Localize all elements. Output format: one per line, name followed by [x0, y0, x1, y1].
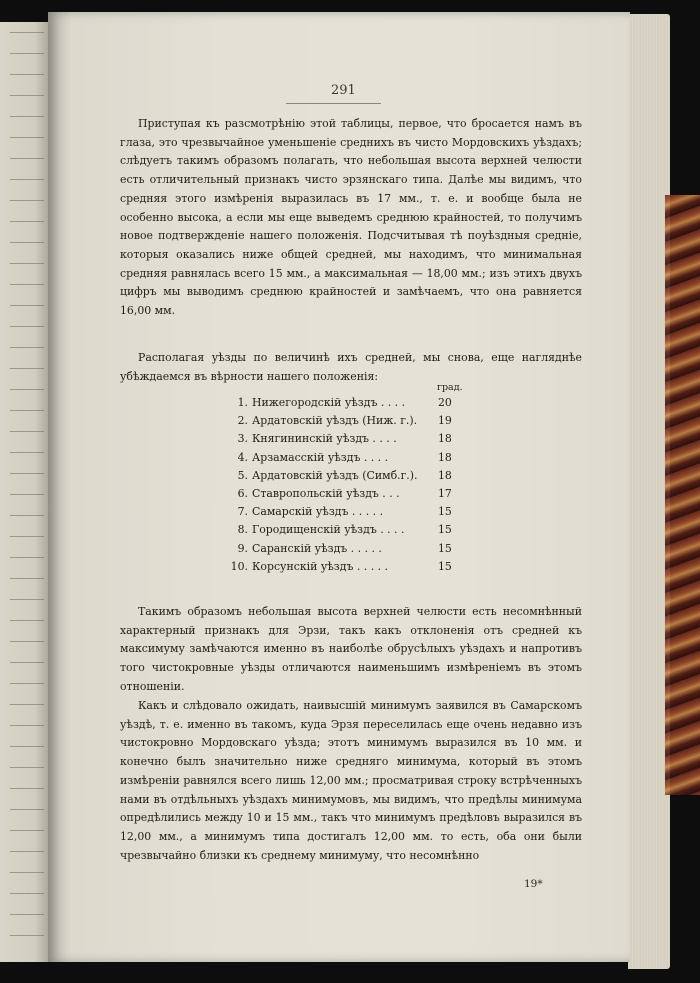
signature-mark: 19* — [524, 878, 543, 890]
left-page-rule — [10, 536, 44, 537]
list-unit: град. — [437, 382, 463, 393]
left-page-rule — [10, 809, 44, 810]
left-page-rule — [10, 221, 44, 222]
left-page-rule — [10, 914, 44, 915]
left-page-rule — [10, 263, 44, 264]
list-item — [222, 542, 462, 560]
left-page-rule — [10, 725, 44, 726]
list-item — [222, 487, 462, 505]
left-page-rule — [10, 599, 44, 600]
left-page-rule — [10, 620, 44, 621]
list-item-number: 8. — [237, 523, 248, 537]
list-item — [222, 432, 462, 450]
left-page-rule — [10, 767, 44, 768]
list-item — [222, 560, 462, 578]
list-item-name: Нижегородскій уѣздъ . . . . — [252, 396, 406, 409]
list-item-number: 4. — [237, 450, 248, 464]
list-item-value: 17 — [438, 487, 452, 500]
page-number-rule — [286, 103, 381, 104]
list-item-name: Арзамасскій уѣздъ . . . . — [252, 450, 389, 464]
book-cover — [665, 195, 700, 795]
list-item-value: 18 — [438, 468, 452, 482]
list-item-number: 10. — [230, 559, 248, 573]
paragraph-1: Приступая къ разсмотрѣнію этой таблицы, первое, что бросается намъ въ глаза, это чрезвычайное уменьшеніе среднихъ въ чисто Мордовскихъ уѣздахъ; слѣдуетъ такимъ образомъ полагать, что небольшая высота верхней челюсти есть отличительный признакъ чисто эрзянскаго типа. Далѣе мы видимъ, что средняя этого измѣренія выразилась въ 17 мм., т. е. и вообще была не особенно высока, а если мы еще выведемъ среднюю крайностей, то получимъ новое подтвержденіе нашего положенія. Подсчитывая тѣ поуѣздныя средніе, которыя оказались ниже общей средней, мы находимъ, что минимальная средняя равнялась всего 15 мм., а максимальная — 18,00 мм.; изъ этихъ двухъ цифръ мы выводимъ среднюю крайностей и замѣчаемъ, что она равняется 16,00 мм. — [120, 117, 582, 318]
list-item-value: 15 — [438, 541, 452, 555]
left-page-rule — [10, 515, 44, 516]
list-item-number: 7. — [237, 505, 248, 519]
list-item-number: 2. — [237, 414, 248, 428]
list-item — [222, 523, 462, 541]
left-page-rule — [10, 347, 44, 348]
list-item-number: 5. — [237, 468, 248, 482]
left-page-rule — [10, 830, 44, 831]
left-page-rule — [10, 893, 44, 894]
list-item-name: Корсунскій уѣздъ . . . . . — [252, 559, 389, 573]
left-page-rule — [10, 200, 44, 201]
list-item-name: Княгининскій уѣздъ . . . . — [252, 432, 397, 446]
left-page-rule — [10, 746, 44, 747]
left-page-rule — [10, 641, 44, 642]
left-page-rule — [10, 74, 44, 75]
list-item — [222, 505, 462, 523]
left-page-rule — [10, 32, 44, 33]
list-item — [222, 451, 462, 469]
left-page-rule — [10, 557, 44, 558]
left-page-rule — [10, 788, 44, 789]
left-page-rule — [10, 305, 44, 306]
left-page-rule — [10, 473, 44, 474]
list-item-name: Самарскій уѣздъ . . . . . — [252, 505, 384, 519]
list-item — [222, 469, 462, 487]
list-item-value: 18 — [438, 432, 452, 446]
left-page-rule — [10, 452, 44, 453]
list-item-value: 20 — [438, 396, 452, 409]
left-page-rule — [10, 494, 44, 495]
paragraph-3: Такимъ образомъ небольшая высота верхней челюсти есть несомнѣнный характерный признакъ для Эрзи, такъ какъ отклоненія отъ средней къ максимуму замѣчаются именно въ наиболѣе обрусѣлыхъ уѣздахъ и напротивъ того чистокровные уѣзды отличаются наименьшимъ измѣреніемъ въ этомъ отношеніи. — [120, 605, 582, 693]
left-page-rule — [10, 935, 44, 936]
paragraph-4: Какъ и слѣдовало ожидать, наивысшій минимумъ заявился въ Самарскомъ уѣздѣ, т. е. именно въ такомъ, куда Эрзя переселилась еще очень недавно изъ чистокровно Мордовскаго уѣзда; этотъ минимумъ выразился въ 10 мм. и конечно былъ значительно ниже средняго минимума, который въ этомъ измѣреніи равнялся всего лишь 12,00 мм.; просматривая строку встрѣченныхъ нами въ отдѣльныхъ уѣздахъ минимумовъ, мы видимъ, что предѣлы минимума опредѣлились между 10 и 15 мм., такъ что минимумъ предѣловъ выразился въ 12,00 мм., а минимумъ типа достигалъ 12,00 мм. то есть, оба они были чрезвычайно близки къ среднему минимуму, что несомнѣнно — [120, 699, 582, 862]
list-item-number: 3. — [237, 432, 248, 446]
left-page-rule — [10, 389, 44, 390]
list-item-name: Ардатовскій уѣздъ (Симб.г.). — [252, 468, 418, 482]
left-page-rule — [10, 851, 44, 852]
list-item — [222, 414, 462, 432]
left-page-rule — [10, 431, 44, 432]
left-page-rule — [10, 683, 44, 684]
left-page-rule — [10, 242, 44, 243]
left-page-rule — [10, 95, 44, 96]
list-item-value: 18 — [438, 450, 452, 464]
left-page-rule — [10, 368, 44, 369]
left-page-rule — [10, 410, 44, 411]
list-item-name: Ардатовскій уѣздъ (Ниж. г.). — [252, 414, 418, 428]
list-item-name: Ставропольскій уѣздъ . . . — [252, 487, 400, 500]
list-item-name: Саранскій уѣздъ . . . . . — [252, 541, 382, 555]
book-page — [48, 12, 630, 962]
page-number: 291 — [331, 83, 356, 98]
left-page-rule — [10, 116, 44, 117]
list-item — [222, 396, 462, 414]
page-edges — [628, 14, 670, 969]
list-item-number: 9. — [237, 541, 248, 555]
list-item-value: 15 — [438, 559, 452, 573]
list-item-value: 19 — [438, 414, 452, 428]
paragraph-2: Располагая уѣзды по величинѣ ихъ средней, мы снова, еще нагляднѣе убѣждаемся въ вѣрности нашего положенія: — [120, 351, 582, 383]
list-item-value: 15 — [438, 505, 452, 519]
list-item-number: 6. — [237, 487, 248, 500]
left-page-rule — [10, 704, 44, 705]
left-page-rule — [10, 158, 44, 159]
list-item-number: 1. — [237, 396, 248, 409]
list-item-value: 15 — [438, 523, 452, 537]
left-page-rule — [10, 137, 44, 138]
list-item-name: Городищенскій уѣздъ . . . . — [252, 523, 405, 537]
left-page-rule — [10, 662, 44, 663]
left-page-edge — [0, 22, 50, 962]
left-page-rule — [10, 578, 44, 579]
left-page-rule — [10, 872, 44, 873]
left-page-rule — [10, 326, 44, 327]
left-page-rule — [10, 284, 44, 285]
left-page-rule — [10, 179, 44, 180]
left-page-rule — [10, 53, 44, 54]
